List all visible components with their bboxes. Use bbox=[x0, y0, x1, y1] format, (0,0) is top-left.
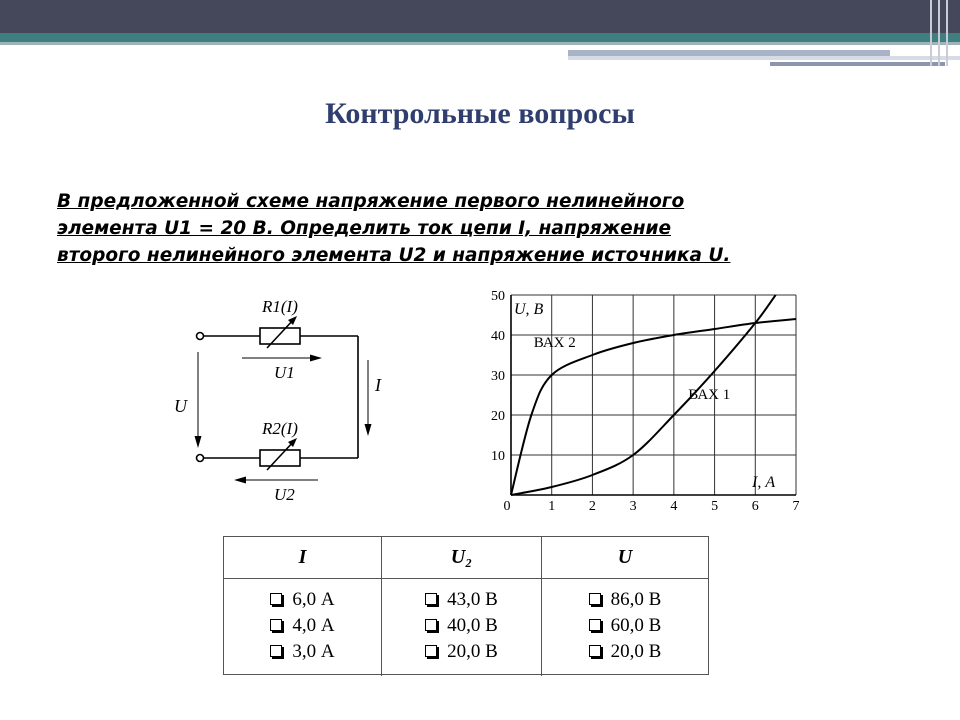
header-deco-bar bbox=[770, 62, 945, 66]
header-bar bbox=[0, 0, 960, 33]
answer-option[interactable]: 43,0 В bbox=[425, 587, 498, 613]
answer-column-u2 bbox=[382, 579, 542, 676]
answer-option[interactable]: 20,0 В bbox=[589, 639, 662, 665]
chart-annotation-vax2: ВАХ 2 bbox=[533, 335, 576, 351]
checkbox-icon[interactable] bbox=[270, 645, 282, 657]
y-tick-label: 20 bbox=[491, 409, 505, 424]
question-line: элемента U1 = 20 В. Определить ток цепи I, напряжение bbox=[57, 218, 671, 239]
answer-option[interactable]: 6,0 А bbox=[270, 587, 334, 613]
terminal-bottom bbox=[197, 455, 204, 462]
y-tick-label: 40 bbox=[491, 329, 505, 344]
answer-option[interactable]: 86,0 В bbox=[589, 587, 662, 613]
checkbox-icon[interactable] bbox=[425, 619, 437, 631]
question-line: второго нелинейного элемента U2 и напряжение источника U. bbox=[57, 245, 731, 266]
resistor-r2 bbox=[260, 450, 300, 466]
header-u2: U₂ bbox=[382, 537, 542, 579]
y-tick-label: 10 bbox=[491, 449, 505, 464]
header-deco-line bbox=[938, 0, 940, 66]
x-tick-label: 4 bbox=[670, 499, 678, 514]
chart-curves bbox=[511, 295, 796, 495]
header-u: U bbox=[542, 537, 708, 579]
answers-table bbox=[223, 536, 709, 675]
checkbox-icon[interactable] bbox=[589, 593, 601, 605]
answer-option[interactable]: 4,0 А bbox=[270, 613, 334, 639]
circuit-diagram bbox=[170, 290, 500, 520]
y-tick-label: 50 bbox=[491, 289, 505, 304]
terminal-top bbox=[197, 333, 204, 340]
question-line: В предложенной схеме напряжение первого нелинейного bbox=[57, 191, 685, 212]
x-tick-label: 5 bbox=[711, 499, 719, 514]
x-tick-label: 1 bbox=[548, 499, 556, 514]
checkbox-icon[interactable] bbox=[425, 593, 437, 605]
header-deco-line bbox=[946, 0, 948, 66]
chart-annotation-vax1: ВАХ 1 bbox=[688, 387, 731, 403]
question-text bbox=[57, 188, 927, 269]
answer-option[interactable]: 20,0 В bbox=[425, 639, 498, 665]
header-thin-stripe bbox=[0, 42, 960, 45]
u2-label: U2 bbox=[274, 485, 295, 504]
resistor-r1 bbox=[260, 328, 300, 344]
chart-ylabel: U, В bbox=[514, 301, 544, 318]
answer-option[interactable]: 3,0 А bbox=[270, 639, 334, 665]
answer-option[interactable]: 60,0 В bbox=[589, 613, 662, 639]
header-deco-line bbox=[930, 0, 932, 66]
x-tick-label: 2 bbox=[588, 499, 596, 514]
r2-label: R2(I) bbox=[262, 419, 298, 438]
u1-label: U1 bbox=[274, 363, 295, 382]
y-tick-label: 30 bbox=[491, 369, 505, 384]
i-label: I bbox=[375, 375, 381, 395]
header-i: I bbox=[224, 537, 382, 579]
answer-column-u bbox=[542, 579, 708, 676]
checkbox-icon[interactable] bbox=[425, 645, 437, 657]
checkbox-icon[interactable] bbox=[270, 593, 282, 605]
checkbox-icon[interactable] bbox=[270, 619, 282, 631]
x-tick-label: 7 bbox=[792, 499, 800, 514]
slide-title: Контрольные вопросы bbox=[325, 97, 635, 130]
r1-label: R1(I) bbox=[262, 297, 298, 316]
x-tick-label: 3 bbox=[629, 499, 637, 514]
header-deco-bar bbox=[568, 56, 960, 60]
checkbox-icon[interactable] bbox=[589, 619, 601, 631]
iv-chart bbox=[478, 280, 798, 520]
u-label: U bbox=[174, 396, 187, 416]
x-tick-label: 0 bbox=[503, 499, 511, 514]
x-tick-label: 6 bbox=[751, 499, 759, 514]
checkbox-icon[interactable] bbox=[589, 645, 601, 657]
answer-option[interactable]: 40,0 В bbox=[425, 613, 498, 639]
answer-column-i bbox=[224, 579, 382, 676]
header-accent-stripe bbox=[0, 33, 960, 42]
chart-xlabel: I, А bbox=[752, 474, 776, 491]
